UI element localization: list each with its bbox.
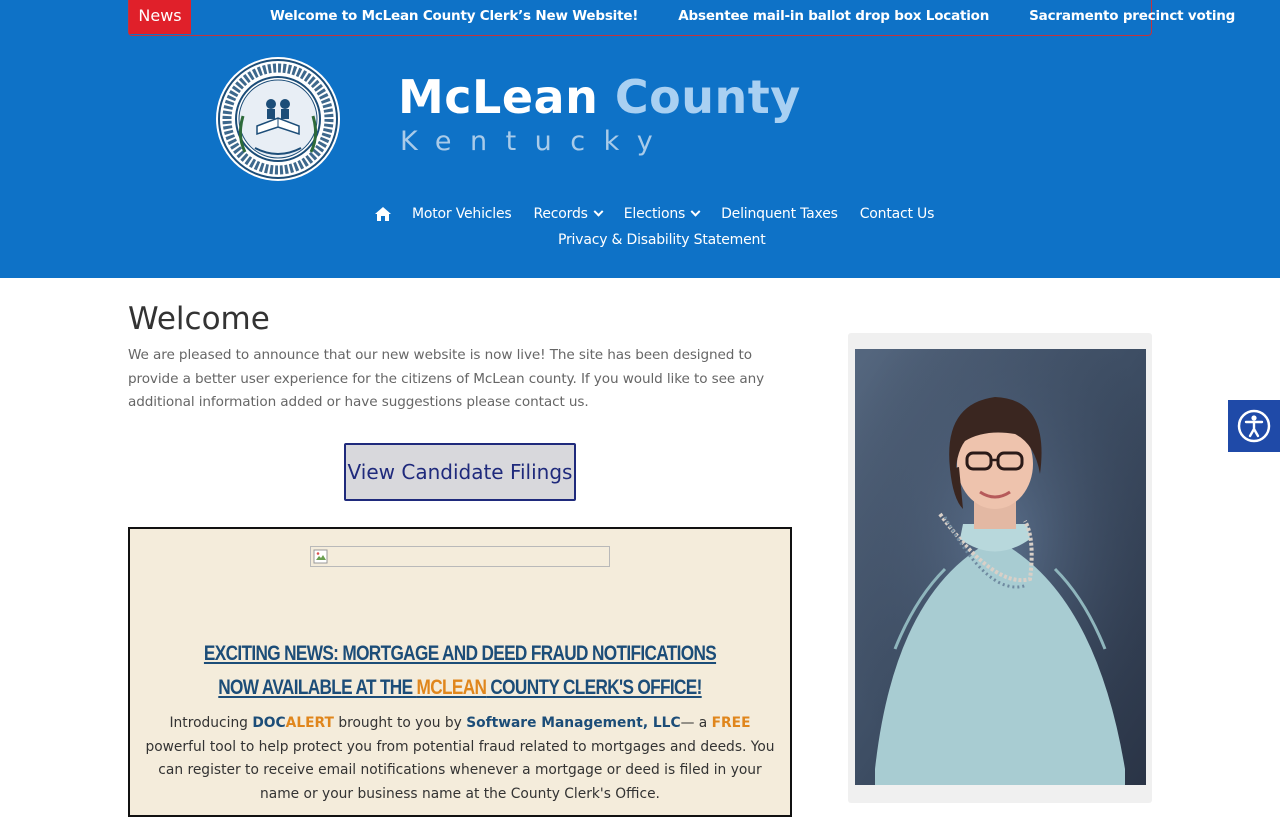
nav-elections[interactable]: [624, 206, 699, 222]
nav-label: Motor Vehicles: [412, 206, 512, 222]
news-ticker: [128, 0, 1236, 36]
site-title-accent: County: [614, 70, 801, 124]
nav-motor-vehicles[interactable]: [412, 206, 511, 222]
docalert-subheading: [189, 676, 730, 700]
home-icon[interactable]: [374, 206, 392, 222]
county-clerk-portrait: [855, 349, 1146, 785]
company-name: Software Management, LLC: [466, 715, 681, 731]
ticker-item[interactable]: Sacramento precinct voting: [1029, 8, 1236, 24]
view-candidate-filings-button[interactable]: View Candidate Filings: [344, 443, 576, 501]
text-part: powerful tool to help protect you from potential fraud related to mortgages and deeds. You can register to receive email notifications whenever a mortgage or deed is filed in your name or your business name at the County Clerk's Office.: [145, 738, 775, 802]
heading-accent: MCLEAN: [416, 676, 487, 699]
nav-privacy-disability[interactable]: Privacy & Disability Statement: [558, 232, 766, 248]
broken-image: [310, 546, 610, 567]
sidebar-photo-box: [848, 333, 1152, 803]
nav-label: Contact Us: [859, 206, 935, 222]
page-title: Welcome: [128, 301, 270, 337]
text-part: Introducing: [169, 715, 253, 731]
nav-label: Elections: [623, 206, 686, 222]
nav-label: Records: [533, 206, 588, 222]
nav-contact-us[interactable]: [860, 206, 934, 222]
text-part: — a: [680, 715, 712, 731]
nav-records[interactable]: [533, 206, 601, 222]
ticker-item[interactable]: Welcome to McLean County Clerk’s New Website!: [270, 8, 639, 24]
news-label: News: [129, 0, 191, 34]
welcome-text: We are pleased to announce that our new website is now live! The site has been designed to provide a better user experience for the citizens of McLean county. If you would like to see any additional information added or have suggestions please contact us.: [128, 347, 765, 410]
site-title-main: McLean: [398, 70, 599, 124]
site-subtitle: Kentucky: [400, 126, 672, 157]
docalert-text: [138, 712, 782, 806]
docalert-heading: EXCITING NEWS: MORTGAGE AND DEED FRAUD NOTIFICATIONS: [203, 642, 717, 665]
text-part: brought to you by: [333, 715, 467, 731]
heading-part: COUNTY CLERK'S OFFICE!: [486, 676, 702, 699]
site-header: [0, 0, 1280, 278]
heading-part: NOW AVAILABLE AT THE: [218, 676, 417, 699]
accessibility-icon: [1237, 409, 1271, 443]
ticker-item[interactable]: Absentee mail-in ballot drop box Location: [678, 8, 990, 24]
county-clerks-seal-logo[interactable]: [215, 56, 341, 182]
brand-doc: DOC: [252, 715, 286, 731]
site-title[interactable]: [398, 68, 801, 126]
broken-image-icon: [313, 549, 329, 565]
nav-label: Delinquent Taxes: [721, 206, 838, 222]
chevron-down-icon: [691, 206, 701, 216]
brand-alert: ALERT: [285, 715, 334, 731]
nav-row: [374, 200, 956, 228]
accessibility-button[interactable]: [1228, 400, 1280, 452]
chevron-down-icon: [593, 206, 603, 216]
free-label: FREE: [711, 715, 751, 731]
nav-delinquent-taxes[interactable]: [721, 206, 838, 222]
main-nav: [0, 200, 1280, 228]
ticker-track: [270, 0, 1275, 34]
docalert-box: [128, 527, 792, 817]
